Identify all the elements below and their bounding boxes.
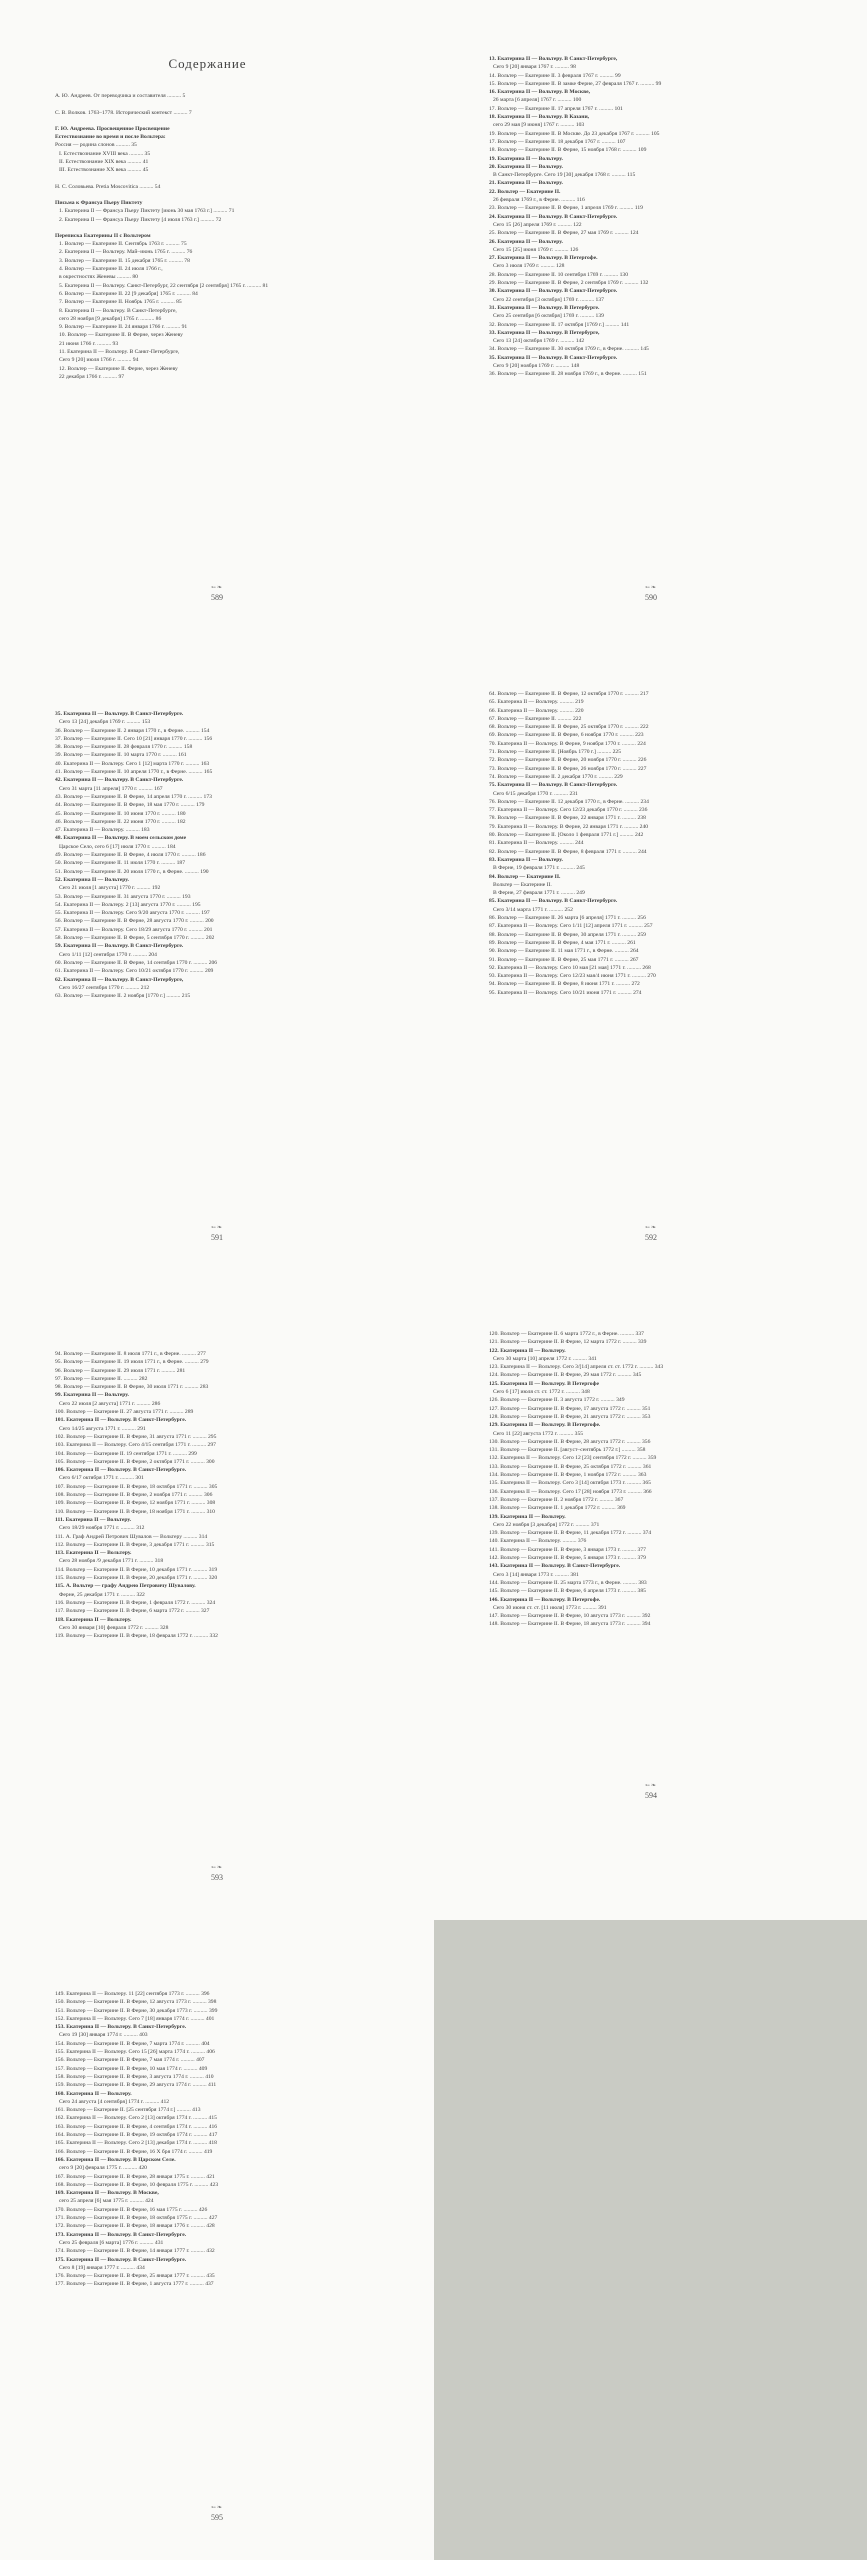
toc-entry: В Ферне, 19 февраля 1771 г. .......... 245 (493, 865, 585, 872)
toc-entry: 18. Екатерина II — Вольтеру. В Казани, (489, 114, 590, 121)
toc-column (55, 1350, 360, 1640)
toc-entry: Сего 18/29 ноября 1771 г. .......... 312 (59, 1525, 145, 1532)
toc-entry: сего 29 мая [9 июня] 1767 г. .......... 103 (493, 122, 585, 129)
toc-entry: 17. Вольтер — Екатерине II. 18 декабря 1767 г. .......... 107 (489, 138, 626, 145)
toc-entry: 59. Екатерина II — Вольтеру. В Санкт-Петербурге. (55, 943, 184, 950)
page-footer (0, 1224, 434, 1242)
toc-entry: 116. Вольтер — Екатерине II. В Ферне, 1 февраля 1772 г. .......... 324 (55, 1599, 216, 1606)
toc-entry: 91. Вольтер — Екатерине II. В Ферне, 25 мая 1771 г. .......... 267 (489, 956, 639, 963)
toc-entry: 115. А. Вольтер — графу Андрею Петровичу Шувалову. (55, 1583, 196, 1590)
toc-entry: 139. Екатерина II — Вольтеру. (489, 1513, 566, 1520)
toc-entry: 67. Вольтер — Екатерине II. .......... 222 (489, 715, 582, 722)
toc-entry: 10. Вольтер — Екатерине II. В Ферне, через Женеву (59, 332, 183, 339)
toc-entry: 153. Екатерина II — Вольтеру. В Санкт-Петербурге. (55, 2024, 187, 2031)
toc-entry: 64. Вольтер — Екатерине II. В Ферне, 12 октября 1770 г. .......... 217 (489, 691, 649, 697)
page-number: 590 (645, 593, 657, 602)
toc-gap (55, 175, 360, 183)
ornament-icon: ➳❧ (644, 1783, 658, 1789)
toc-entry: 34. Вольтер — Екатерине II. 30 октября 1769 г., в Ферне. .......... 145 (489, 346, 649, 353)
page-footer (0, 2504, 434, 2522)
toc-entry: 94. Вольтер — Екатерине II. 8 июля 1771 г., в Ферне. .......... 277 (55, 1351, 206, 1357)
toc-entry: 89. Вольтер — Екатерине II. В Ферне, 4 мая 1771 г. .......... 261 (489, 939, 636, 946)
empty-grey-panel (434, 1920, 867, 2560)
toc-entry: 135. Екатерина II — Вольтеру. Сего 3 [14] октября 1773 г. .......... 365 (489, 1480, 651, 1487)
toc-entry: Сего 25 сентября [6 октября] 1769 г. .......... 139 (493, 313, 604, 320)
toc-entry: Сего 13 [24] декабря 1769 г. .......... 153 (59, 719, 151, 726)
toc-entry: 88. Вольтер — Екатерине II. В Ферне, 30 апреля 1771 г. .......... 259 (489, 931, 646, 938)
toc-entry: 40. Екатерина II — Вольтеру. Сего 1 [12] марта 1770 г. .......... 163 (55, 760, 210, 767)
toc-entry: 154. Вольтер — Екатерине II. В Ферне, 7 марта 1774 г. .......... 404 (55, 2040, 210, 2047)
toc-entry: 165. Екатерина II — Вольтеру. Сего 2 [13] декабря 1774 г. .......... 418 (55, 2140, 217, 2147)
toc-entry: 140. Екатерина II — Вольтеру. .......... 376 (489, 1538, 587, 1545)
toc-entry: 111. А. Граф Андрей Петрович Шувалов — Вольтеру .......... 314 (55, 1533, 208, 1540)
page-591 (0, 640, 434, 1280)
page-594 (434, 1280, 867, 1920)
toc-entry: Сего 1/11 [12] сентября 1770 г. .......... 204 (59, 951, 157, 958)
toc-entry: Сего 15 [25] июня 1769 г. .......... 126 (493, 246, 579, 253)
toc-entry: Сего 30 января [10] февраля 1772 г. .......... 328 (59, 1624, 169, 1631)
toc-entry: 109. Вольтер — Екатерине II. В Ферне, 12 ноября 1771 г. .......... 308 (55, 1500, 216, 1507)
toc-entry: Сего 3 [14] января 1773 г. .......... 381 (493, 1571, 579, 1578)
toc-entry: Ферне, 25 декабря 1771 г. .......... 322 (59, 1591, 145, 1598)
page-footer (434, 1782, 867, 1800)
toc-entry: 108. Вольтер — Екатерине II. В Ферне, 2 ноября 1771 г. .......... 306 (55, 1492, 213, 1499)
page-footer (434, 584, 867, 602)
toc-entry: Сего 25 февраля [6 марта] 1776 г. .......... 431 (59, 2239, 164, 2246)
toc-entry: 56. Вольтер — Екатерине II. В Ферне, 28 августа 1770 г. .......... 200 (55, 918, 214, 925)
toc-entry: 33. Екатерина II — Вольтеру. В Петербурге, (489, 329, 600, 336)
toc-entry: сего 28 ноября [9 декабря] 1765 г. .......... 86 (59, 315, 162, 322)
toc-entry: 170. Вольтер — Екатерине II. В Ферне, 16 мая 1775 г. .......... 426 (55, 2206, 208, 2213)
toc-entry: Сего 21 июля [1 августа] 1770 г. .......... 192 (59, 885, 161, 892)
toc-entry: В Ферне, 27 февраля 1771 г. .......... 249 (493, 890, 585, 897)
toc-entry: 15. Вольтер — Екатерине II. В замке Ферне, 27 февраля 1767 г. .......... 99 (489, 80, 662, 87)
toc-entry: 97. Вольтер — Екатерине II. .......... 282 (55, 1375, 148, 1382)
toc-gap (55, 191, 360, 199)
toc-entry: 50. Вольтер — Екатерине II. 11 июля 1770 г. .......... 187 (55, 860, 185, 867)
toc-entry: Сего 31 марта [11 апреля] 1770 г. .......... 167 (59, 785, 163, 792)
toc-entry: Сего 14/25 августа 1771 г. .......... 291 (59, 1425, 146, 1432)
toc-entry: 27. Екатерина II — Вольтеру. В Петергофе. (489, 255, 598, 262)
toc-entry: Царское Село, сего 6 [17] июля 1770 г. .......... 184 (59, 843, 176, 850)
toc-entry: 52. Екатерина II — Вольтеру. (55, 876, 129, 883)
toc-entry: 111. Екатерина II — Вольтеру. (55, 1516, 132, 1523)
toc-entry: 107. Вольтер — Екатерине II. В Ферне, 18 октября 1771 г. .......... 305 (55, 1483, 218, 1490)
toc-entry: Сего 6/15 декабря 1770 г. .......... 231 (493, 790, 578, 797)
toc-entry: Сего 19 [30] января 1774 г. .......... 403 (59, 2032, 148, 2039)
toc-entry: 164. Вольтер — Екатерине II. В Ферне, 19 октября 1774 г. .......... 417 (55, 2132, 218, 2139)
toc-entry: 104. Вольтер — Екатерине II. 19 сентября 1771 г. .......... 299 (55, 1450, 197, 1457)
page-number: 589 (211, 593, 223, 602)
toc-column (489, 1330, 794, 1629)
toc-entry: 37. Вольтер — Екатерине II. Сего 10 [21] января 1770 г. .......... 156 (55, 735, 213, 742)
toc-entry: 145. Вольтер — Екатерине II. В Ферне, 6 апреля 1773 г. .......... 385 (489, 1588, 646, 1595)
toc-entry: 98. Вольтер — Екатерине II. В Ферне, 30 июля 1771 г. .......... 283 (55, 1384, 209, 1391)
page-592 (434, 640, 867, 1280)
toc-entry: 19. Екатерина II — Вольтеру. (489, 155, 563, 162)
toc-entry: 2. Екатерина II — Вольтеру. Май–июнь 1765 г. .......... 76 (59, 249, 193, 256)
toc-entry: 176. Вольтер — Екатерине II. В Ферне, 25 января 1777 г. .......... 435 (55, 2273, 215, 2280)
toc-entry: 35. Екатерина II — Вольтеру. В Санкт-Петербурге. (489, 354, 618, 361)
ornament-icon: ➳❧ (644, 585, 658, 591)
toc-entry: 130. Вольтер — Екатерине II. В Ферне, 28 августа 1772 г. .......... 356 (489, 1438, 651, 1445)
toc-entry: 13. Екатерина II — Вольтеру. В Санкт-Петербурге, (489, 56, 618, 62)
page-number: 592 (645, 1233, 657, 1242)
toc-entry: 172. Вольтер — Екатерине II. В Ферне, 18 января 1776 г. .......... 428 (55, 2223, 215, 2230)
toc-entry: Сего 13 [24] октября 1769 г. .......... 142 (493, 338, 585, 345)
toc-entry: 35. Екатерина II — Вольтеру. В Санкт-Петербурге. (55, 711, 184, 717)
toc-entry: Сего 16/27 сентября 1770 г. .......... 212 (59, 984, 150, 991)
toc-entry: 57. Екатерина II — Вольтеру. Сего 18/29 августа 1770 г. .......... 201 (55, 926, 213, 933)
toc-entry: Н. С. Соловьева. Pretia Moscovitica .......... 54 (55, 183, 161, 190)
toc-entry: Переписка Екатерины II с Вольтером (55, 232, 151, 239)
toc-entries (489, 690, 794, 997)
page-number: 594 (645, 1791, 657, 1800)
toc-entry: 77. Екатерина II — Вольтеру. Сего 12/23 декабря 1770 г. .......... 236 (489, 807, 648, 814)
toc-entry: 76. Вольтер — Екатерине II. 12 декабря 1770 г., в Ферне. .......... 234 (489, 798, 649, 805)
toc-entry: 62. Екатерина II — Вольтеру. В Санкт-Петербурге, (55, 976, 184, 983)
toc-entry: 156. Вольтер — Екатерине II. В Ферне, 7 мая 1774 г. .......... 407 (55, 2057, 205, 2064)
toc-entry: 159. Вольтер — Екатерине II. В Ферне, 29 августа 1774 г. .......... 411 (55, 2082, 217, 2089)
toc-entry: сего 9 [20] февраля 1775 г. .......... 420 (59, 2165, 147, 2172)
toc-gap (55, 101, 360, 109)
toc-entry: Сего 30 марта [10] апреля 1772 г. .......... 341 (493, 1355, 597, 1362)
toc-entry: 102. Вольтер — Екатерине II. В Ферне, 31 августа 1771 г. .......... 295 (55, 1433, 217, 1440)
toc-entry: 174. Вольтер — Екатерине II. В Ферне, 14 января 1777 г. .......... 432 (55, 2248, 215, 2255)
toc-entry: 66. Екатерина II — Вольтеру. .......... 220 (489, 707, 584, 714)
toc-entry: 70. Екатерина II — Вольтеру. В Ферне, 9 ноября 1770 г. .......... 224 (489, 740, 646, 747)
toc-entry: 45. Вольтер — Екатерине II. 10 июня 1770 г. .......... 180 (55, 810, 186, 817)
toc-entry: 6. Вольтер — Екатерине II. 22 [9 декабря] 1765 г. .......... 84 (59, 290, 198, 297)
toc-entry: 72. Вольтер — Екатерине II. В Ферне, 20 ноября 1770 г. .......... 226 (489, 757, 647, 764)
toc-entry: 90. Вольтер — Екатерине II. 11 мая 1771 г., в Ферне. .......... 264 (489, 948, 639, 955)
page-footer (0, 1864, 434, 1882)
toc-column (55, 1990, 360, 2289)
toc-entry: 75. Екатерина II — Вольтеру. В Санкт-Петербурге. (489, 782, 618, 789)
toc-entries (55, 92, 360, 381)
toc-entry: 14. Вольтер — Екатерине II. 3 февраля 1767 г. .......... 99 (489, 72, 621, 79)
toc-entry: 146. Екатерина II — Вольтеру. В Петергофе. (489, 1596, 601, 1603)
toc-entry: 177. Вольтер — Екатерине II. В Ферне, 1 августа 1777 г. .......... 437 (55, 2281, 214, 2288)
toc-column (55, 710, 360, 1000)
toc-entry: 21 июня 1766 г. .......... 93 (59, 340, 119, 347)
toc-entry: 11. Екатерина II — Вольтеру. В Санкт-Петербурге, (59, 349, 180, 356)
toc-entry: 32. Вольтер — Екатерине II. 17 октября [1769 г.] .......... 141 (489, 321, 630, 328)
toc-column (55, 56, 360, 381)
toc-entry: в окрестностях Женевы .......... 80 (59, 274, 138, 281)
toc-gap (55, 117, 360, 125)
ornament-icon: ➳❧ (644, 1225, 658, 1231)
toc-entry: 136. Екатерина II — Вольтеру. Сего 17 [28] ноября 1773 г. .......... 366 (489, 1488, 652, 1495)
toc-entry: 155. Екатерина II — Вольтеру. Сего 15 [26] марта 1774 г. .......... 406 (55, 2049, 215, 2056)
toc-entry: 26 февраля 1769 г., в Ферне. .......... 116 (493, 197, 585, 204)
toc-entry: 68. Вольтер — Екатерине II. В Ферне, 25 октября 1770 г. .......... 222 (489, 724, 649, 731)
toc-entry: 36. Вольтер — Екатерине II. 28 ноября 1769 г., в Ферне. .......... 151 (489, 371, 647, 378)
toc-entry: 43. Вольтер — Екатерине II. В Ферне, 14 апреля 1770 г. .......... 173 (55, 793, 212, 800)
toc-entry: 114. Вольтер — Екатерине II. В Ферне, 10 декабря 1771 г. .......... 319 (55, 1566, 218, 1573)
toc-entry: 95. Вольтер — Екатерине II. 19 июля 1771 г., в Ферне. .......... 279 (55, 1359, 209, 1366)
toc-gap (55, 224, 360, 232)
toc-entry: 100. Вольтер — Екатерине II. 27 августа 1771 г. .......... 289 (55, 1409, 194, 1416)
toc-entry: Сего 3 июля 1769 г. .......... 128 (493, 263, 565, 270)
toc-entry: 134. Вольтер — Екатерине II. В Ферне, 1 ноября 1772 г. .......... 363 (489, 1472, 647, 1479)
toc-entry: 167. Вольтер — Екатерине II. В Ферне, 28 января 1775 г. .......... 421 (55, 2173, 215, 2180)
toc-entry: 42. Екатерина II — Вольтеру. В Санкт-Петербурге. (55, 777, 184, 784)
toc-entry: 19. Вольтер — Екатерине II. В Москве. До 23 декабря 1767 г. .......... 105 (489, 130, 660, 137)
toc-entry: 101. Екатерина II — Вольтеру. В Санкт-Петербурге. (55, 1417, 187, 1424)
toc-entry: 163. Вольтер — Екатерине II. В Ферне, 4 сентября 1774 г. .......... 416 (55, 2123, 218, 2130)
toc-entry: 4. Вольтер — Екатерине II. 24 июля 1766 г., (59, 266, 163, 273)
toc-entry: 147. Вольтер — Екатерине II. В Ферне, 10 августа 1773 г. .......... 392 (489, 1613, 651, 1620)
toc-entry: 125. Екатерина II — Вольтеру. В Петергофе (489, 1380, 599, 1387)
toc-entry: Сего 3/14 марта 1771 г. .......... 252 (493, 906, 573, 913)
toc-entry: I. Естествознание XVIII века .......... 35 (59, 150, 151, 157)
toc-entry: 93. Екатерина II — Вольтеру. Сего 12/23 мая/4 июня 1771 г. .......... 270 (489, 973, 656, 980)
toc-entry: 81. Екатерина II — Вольтеру. .......... 244 (489, 840, 584, 847)
toc-column (489, 55, 794, 379)
toc-entry: Россия — родина слонов .......... 35 (55, 142, 137, 149)
ornament-icon: ➳❧ (210, 1865, 224, 1871)
toc-entry: 150. Вольтер — Екатерине II. В Ферне, 12 августа 1773 г. .......... 398 (55, 1999, 217, 2006)
toc-entry: 44. Вольтер — Екатерине II. В Ферне, 18 мая 1770 г. .......... 179 (55, 802, 205, 809)
toc-entry: Сего 6/17 октября 1771 г. .......... 301 (59, 1475, 144, 1482)
toc-entry: 118. Екатерина II — Вольтеру. (55, 1616, 132, 1623)
toc-entry: С. В. Волков. 1763–1778. Исторический контекст .......... 7 (55, 109, 192, 116)
toc-entry: 17. Вольтер — Екатерине II. 17 апреля 1767 г. .......... 101 (489, 105, 623, 112)
page-footer (434, 1224, 867, 1242)
toc-entry: сего 25 апреля [6] мая 1775 г. .......... 424 (59, 2198, 154, 2205)
toc-entry: 51. Вольтер — Екатерине II. 20 июля 1770 г., в Ферне. .......... 190 (55, 868, 209, 875)
toc-entry: 55. Екатерина II — Вольтеру. Сего 9/20 августа 1770 г. .......... 197 (55, 910, 210, 917)
toc-entry: 162. Екатерина II — Вольтеру. Сего 2 [13] октября 1774 г. .......... 415 (55, 2115, 217, 2122)
toc-entry: 141. Вольтер — Екатерине II. В Ферне, 3 января 1773 г. .......... 377 (489, 1546, 646, 1553)
toc-entry: 31. Екатерина II — Вольтеру. В Петербурге. (489, 304, 600, 311)
toc-entry: 160. Екатерина II — Вольтеру. (55, 2090, 132, 2097)
toc-entry: Вольтер — Екатерине II. (493, 881, 552, 888)
toc-entry: 127. Вольтер — Екатерине II. В Ферне, 17 августа 1772 г. .......... 351 (489, 1405, 651, 1412)
toc-entry: В Санкт-Петербурге. Сего 19 [30] декабря 1768 г. .......... 115 (493, 172, 636, 179)
toc-entries (489, 1330, 794, 1629)
toc-entry: 3. Вольтер — Екатерине II. 15 декабря 1765 г. .......... 78 (59, 257, 190, 264)
toc-entry: 73. Вольтер — Екатерине II. В Ферне, 26 ноября 1770 г. .......... 227 (489, 765, 647, 772)
toc-entry: 142. Вольтер — Екатерине II. В Ферне, 5 января 1773 г. .......... 379 (489, 1555, 646, 1562)
toc-entry: 115. Вольтер — Екатерине II. В Ферне, 20 декабря 1771 г. .......... 320 (55, 1575, 218, 1582)
toc-entry: Сего 22 сентября [3 октября] 1769 г. .......... 137 (493, 296, 604, 303)
toc-entry: 38. Вольтер — Екатерине II. 28 февраля 1770 г. .......... 158 (55, 744, 193, 751)
toc-entry: 82. Вольтер — Екатерине II. В Ферне, 8 февраля 1771 г. .......... 244 (489, 848, 647, 855)
toc-entry: 151. Вольтер — Екатерине II. В Ферне, 30 декабря 1773 г. .......... 399 (55, 2007, 218, 2014)
toc-entry: Сего 28 ноября /9 декабря 1771 г. .......... 318 (59, 1558, 164, 1565)
toc-entry: Сего 9 [20] января 1767 г. .......... 98 (493, 64, 576, 71)
page-590 (434, 0, 867, 640)
toc-entry: 47. Екатерина II — Вольтеру. .......... 183 (55, 827, 150, 834)
toc-entry: 41. Вольтер — Екатерине II. 10 апреля 1770 г., в Ферне. .......... 165 (55, 769, 213, 776)
toc-entry: 28. Вольтер — Екатерине II. 10 сентября 1769 г. .......... 130 (489, 271, 628, 278)
toc-entry: А. Ю. Андреев. От переводчика и составителя .......... 5 (55, 93, 186, 100)
page-number: 595 (211, 2513, 223, 2522)
toc-entry: 120. Вольтер — Екатерине II. 6 марта 1772 г., в Ферне. .......... 337 (489, 1331, 644, 1337)
page-title: Содержание (168, 56, 247, 71)
toc-entry: III. Естествознание XX века .......... 45 (59, 167, 149, 174)
toc-entry: 25. Вольтер — Екатерине II. В Ферне, 27 мая 1769 г. .......... 124 (489, 230, 639, 237)
toc-entry: 138. Вольтер — Екатерине II. 1 декабря 1772 г. .......... 369 (489, 1505, 626, 1512)
toc-entry: 61. Екатерина II — Вольтеру. Сего 10/21 октября 1770 г. .......... 209 (55, 968, 214, 975)
page-593 (0, 1280, 434, 1920)
toc-entry: 53. Вольтер — Екатерине II. 31 августа 1770 г. .......... 193 (55, 893, 191, 900)
toc-entry: 105. Вольтер — Екатерине II. В Ферне, 2 октября 1771 г. .......... 300 (55, 1458, 215, 1465)
toc-entry: 65. Екатерина II — Вольтеру. .......... 219 (489, 699, 584, 706)
toc-entry: 1. Екатерина II — Франсуа Пьеру Пиктету [июнь 30 мая 1763 г.] .......... 71 (59, 208, 235, 215)
toc-entry: 119. Вольтер — Екатерине II. В Ферне, 18 февраля 1772 г. .......... 332 (55, 1633, 218, 1640)
toc-entry: 166. Вольтер — Екатерине II. В Ферне, 16 X бря 1774 г. .......... 419 (55, 2148, 213, 2155)
toc-entry: 131. Вольтер — Екатерине II. [август–сентябрь 1772 г.] .......... 358 (489, 1447, 646, 1454)
toc-entry: 58. Вольтер — Екатерине II. В Ферне, 5 сентября 1770 г. .......... 202 (55, 935, 215, 942)
toc-entry: 158. Вольтер — Екатерине II. В Ферне, 3 августа 1774 г. .......... 410 (55, 2073, 214, 2080)
toc-entry: 161. Вольтер — Екатерине II. [25 сентября 1774 г.] .......... 413 (55, 2107, 201, 2114)
toc-entry: 20. Екатерина II — Вольтеру. (489, 163, 563, 170)
toc-entry: Сего 6 [17] июля ст. ст. 1772 г. .......... 348 (493, 1389, 590, 1396)
toc-entry: 117. Вольтер — Екатерине II. В Ферне, 6 марта 1772 г. .......... 327 (55, 1608, 210, 1615)
toc-entry: 166. Екатерина II — Вольтеру. В Царском Селе. (55, 2156, 176, 2163)
toc-entry: 126. Вольтер — Екатерине II. 3 августа 1772 г. .......... 349 (489, 1397, 625, 1404)
toc-entry: 122. Екатерина II — Вольтеру. (489, 1347, 566, 1354)
page-589 (0, 0, 434, 640)
toc-entry: 128. Вольтер — Екатерине II. В Ферне, 21 августа 1772 г. .......... 353 (489, 1413, 651, 1420)
toc-entry: 173. Екатерина II — Вольтеру. В Санкт-Петербурге. (55, 2231, 187, 2238)
toc-entry: 95. Екатерина II — Вольтеру. Сего 10/21 июня 1771 г. .......... 274 (489, 989, 642, 996)
toc-entry: 39. Вольтер — Екатерине II. 10 марта 1770 г. .......... 161 (55, 752, 187, 759)
toc-entry: Сего 30 июня ст. ст. [11 июля] 1773 г. .......... 391 (493, 1604, 607, 1611)
toc-entry: 139. Вольтер — Екатерине II. В Ферне, 11 декабря 1772 г. .......... 374 (489, 1530, 652, 1537)
toc-entry: 168. Вольтер — Екатерине II. В Ферне, 10 февраля 1775 г. .......... 423 (55, 2181, 219, 2188)
toc-entry: 7. Вольтер — Екатерине II. Ноябрь 1765 г. .......... 85 (59, 299, 182, 306)
toc-entry: 48. Екатерина II — Вольтеру. В моем сельском доме (55, 835, 187, 842)
toc-entry: II. Естествознание XIX века .......... 41 (59, 159, 149, 166)
toc-entry: Сего 11 [22] августа 1772 г. .......... 355 (493, 1430, 584, 1437)
toc-entry: 84. Вольтер — Екатерине II. (489, 873, 561, 880)
toc-entry: 18. Вольтер — Екатерине II. В Ферне, 15 ноября 1768 г. .......... 109 (489, 147, 647, 154)
toc-entry: 74. Вольтер — Екатерине II. 2 декабря 1770 г. .......... 229 (489, 773, 623, 780)
toc-entry: 148. Вольтер — Екатерине II. В Ферне, 18 августа 1773 г. .......... 394 (489, 1621, 651, 1628)
toc-entry: Естествознание во время и после Вольтера: (55, 134, 166, 141)
ornament-icon: ➳❧ (210, 1225, 224, 1231)
toc-entry: 1. Вольтер — Екатерине II. Сентябрь 1763 г. .......... 75 (59, 241, 187, 248)
toc-entry: 121. Вольтер — Екатерине II. В Ферне, 12 марта 1772 г. .......... 339 (489, 1339, 647, 1346)
toc-entry: 21. Екатерина II — Вольтеру. (489, 180, 563, 187)
toc-entry: Сего 8 [19] января 1777 г. .......... 434 (59, 2264, 145, 2271)
toc-entry: 171. Вольтер — Екатерине II. В Ферне, 18 октября 1775 г. .......... 427 (55, 2215, 218, 2222)
toc-entry: 83. Екатерина II — Вольтеру. (489, 856, 563, 863)
toc-entry: Сего 15 [26] апреля 1769 г. .......... 122 (493, 221, 582, 228)
toc-entry: 29. Вольтер — Екатерине II. В Ферне, 2 сентября 1769 г. .......... 132 (489, 280, 649, 287)
toc-entry: 152. Екатерина II — Вольтеру. Сего 7 [18] января 1774 г. .......... 401 (55, 2015, 215, 2022)
toc-entry: 94. Вольтер — Екатерине II. В Ферне, 8 июня 1771 г. .......... 272 (489, 981, 640, 988)
toc-entry: 86. Вольтер — Екатерине II. 26 марта [6 апреля] 1771 г. .......... 256 (489, 915, 646, 922)
toc-entry: 103. Екатерина II — Вольтеру. Сего 4/15 сентября 1771 г. .......... 297 (55, 1442, 216, 1449)
page-number: 593 (211, 1873, 223, 1882)
toc-entry: Сего 9 [20] ноября 1769 г. .......... 148 (493, 362, 580, 369)
toc-entry: 2. Екатерина II — Франсуа Пьеру Пиктету [4 июля 1763 г.] .......... 72 (59, 216, 222, 223)
toc-entry: 69. Вольтер — Екатерине II. В Ферне, 6 ноября 1770 г. .......... 223 (489, 732, 644, 739)
toc-entry: 87. Екатерина II — Вольтеру. Сего 1/11 [12] апреля 1771 г. .......... 257 (489, 923, 653, 930)
toc-entry: 157. Вольтер — Екатерине II. В Ферне, 10 мая 1774 г. .......... 409 (55, 2065, 208, 2072)
toc-entry: 137. Вольтер — Екатерине II. 2 ноября 1772 г. .......... 367 (489, 1496, 624, 1503)
toc-entries (55, 1350, 360, 1640)
toc-entry: 8. Екатерина II — Вольтеру. В Санкт-Петербурге, (59, 307, 177, 314)
toc-entry: 71. Вольтер — Екатерине II. [Ноябрь 1770 г.] .......... 225 (489, 749, 622, 756)
toc-entry: 63. Вольтер — Екатерине II. 2 ноября [1770 г.] .......... 215 (55, 993, 191, 1000)
page-595 (0, 1920, 434, 2560)
toc-entry: 92. Екатерина II — Вольтеру. Сего 10 мая [21 мая] 1771 г. .......... 268 (489, 964, 651, 971)
toc-entry: 36. Вольтер — Екатерине II. 2 января 1770 г., в Ферне. .......... 154 (55, 727, 210, 734)
toc-entry: 12. Вольтер — Екатерине II. Ферне, через Женеву (59, 365, 178, 372)
toc-entry: 106. Екатерина II — Вольтеру. В Санкт-Петербурге. (55, 1467, 187, 1474)
toc-entry: 54. Екатерина II — Вольтеру. 2 [13] августа 1770 г. .......... 195 (55, 901, 201, 908)
ornament-icon: ➳❧ (210, 585, 224, 591)
toc-entry: Сего 24 августа [4 сентября] 1774 г. .......... 412 (59, 2098, 170, 2105)
ornament-icon: ➳❧ (210, 2505, 224, 2511)
toc-entry: 149. Екатерина II — Вольтеру. 11 [22] сентября 1773 г. .......... 396 (55, 1991, 210, 1997)
toc-entry: 99. Екатерина II — Вольтеру. (55, 1392, 129, 1399)
toc-column (489, 690, 794, 997)
toc-entry: 112. Вольтер — Екатерине II. В Ферне, 3 декабря 1771 г. .......... 315 (55, 1541, 215, 1548)
toc-entries (55, 1990, 360, 2289)
toc-entry: 80. Вольтер — Екатерине II. [Около 1 февраля 1771 г.] .......... 242 (489, 832, 644, 839)
toc-entry: 169. Екатерина II — Вольтеру. В Москве, (55, 2190, 159, 2197)
toc-entry: 143. Екатерина II — Вольтеру. В Санкт-Петербурге. (489, 1563, 621, 1570)
toc-entry: 24. Екатерина II — Вольтеру. В Санкт-Петербурге. (489, 213, 618, 220)
toc-entry: 129. Екатерина II — Вольтеру. В Петергофе. (489, 1422, 601, 1429)
toc-entry: 26 марта [6 апреля] 1767 г. .......... 100 (493, 97, 582, 104)
toc-entry: 9. Вольтер — Екатерине II. 24 января 1766 г. .......... 91 (59, 324, 188, 331)
toc-entry: 60. Вольтер — Екатерине II. В Ферне, 14 сентября 1770 г. .......... 206 (55, 959, 218, 966)
toc-entry: 78. Вольтер — Екатерине II. В Ферне, 22 января 1771 г. .......... 238 (489, 815, 646, 822)
toc-entry: 22. Вольтер — Екатерине II. (489, 188, 561, 195)
toc-entry: Г. Ю. Андреева. Просвещенное Просвещение (55, 125, 170, 132)
toc-entry: 16. Екатерина II — Вольтеру. В Москве, (489, 89, 591, 96)
page-number: 591 (211, 1233, 223, 1242)
toc-entry: 22 декабря 1766 г. .......... 97 (59, 373, 125, 380)
toc-entry: 133. Вольтер — Екатерине II. В Ферне, 25 октября 1772 г. .......... 361 (489, 1463, 652, 1470)
toc-entry: 79. Екатерина II — Вольтеру. В Ферне, 22 января 1771 г. .......... 240 (489, 823, 649, 830)
toc-entry: Сего 22 июля [2 августа] 1771 г. .......... 286 (59, 1400, 161, 1407)
toc-entry: 124. Вольтер — Екатерине II. В Ферне, 29 мая 1772 г. .......... 345 (489, 1372, 642, 1379)
toc-entry: Письма к Франсуа Пьеру Пиктету (55, 199, 143, 206)
toc-entry: 113. Екатерина II — Вольтеру. (55, 1550, 132, 1557)
toc-entry: 110. Вольтер — Екатерине II. В Ферне, 18 ноября 1771 г. .......... 310 (55, 1508, 215, 1515)
toc-entry: 26. Екатерина II — Вольтеру. (489, 238, 563, 245)
page-footer (0, 584, 434, 602)
toc-entry: 49. Вольтер — Екатерине II. В Ферне, 4 июля 1770 г. .......... 186 (55, 852, 206, 859)
toc-entries (55, 710, 360, 1000)
toc-entry: Сего 22 ноября [3 декабря] 1772 г. .......... 371 (493, 1521, 600, 1528)
toc-entry: Сего 9 [20] июля 1766 г. .......... 94 (59, 357, 139, 364)
toc-entry: 85. Екатерина II — Вольтеру. В Санкт-Петербурге. (489, 898, 618, 905)
toc-entry: 23. Вольтер — Екатерине II. В Ферне, 1 апреля 1769 г. .......... 119 (489, 205, 643, 212)
toc-entries (489, 55, 794, 379)
toc-entry: 30. Екатерина II — Вольтеру. В Санкт-Петербурге. (489, 288, 618, 295)
toc-entry: 144. Вольтер — Екатерине II. 25 марта 1773 г., в Ферне. .......... 383 (489, 1579, 647, 1586)
toc-entry: 96. Вольтер — Екатерине II. 29 июля 1771 г. .......... 281 (55, 1367, 186, 1374)
toc-entry: 5. Екатерина II — Вольтеру. Санкт-Петербург, 22 сентября [2 сентября] 1765 г. .......... 81 (59, 282, 269, 289)
toc-entry: 123. Екатерина II — Вольтеру. Сего 3/[14] апреля ст. ст. 1772 г. .......... 343 (489, 1364, 664, 1371)
toc-entry: 175. Екатерина II — Вольтеру. В Санкт-Петербурге. (55, 2256, 187, 2263)
toc-entry: 46. Вольтер — Екатерине II. 22 июня 1770 г. .......... 182 (55, 818, 186, 825)
toc-entry: 132. Екатерина II — Вольтеру. Сего 12 [23] сентября 1772 г. .......... 359 (489, 1455, 657, 1462)
